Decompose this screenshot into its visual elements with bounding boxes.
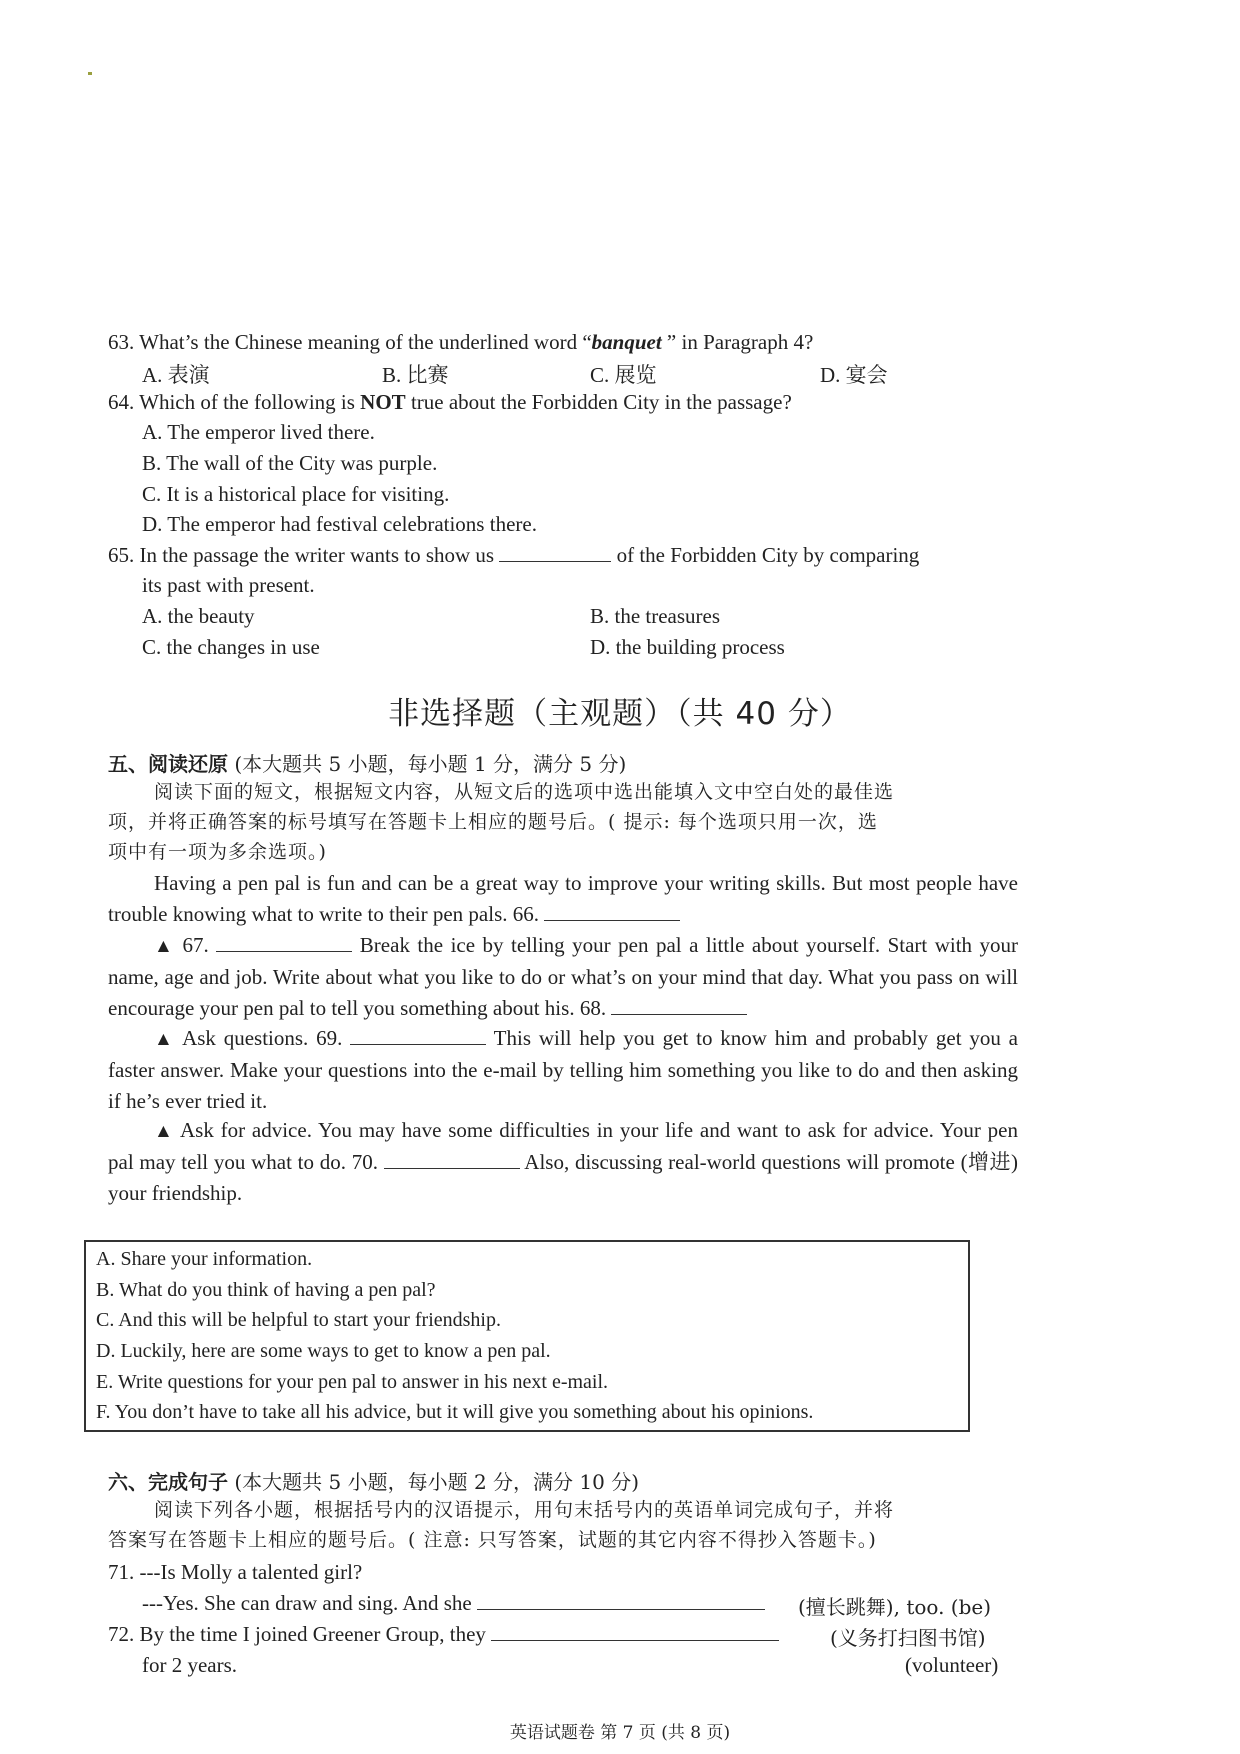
q63-option-d: D. 宴会 — [820, 363, 888, 387]
part-heading: 非选择题（主观题）（共 40 分） — [388, 696, 852, 732]
blank-67 — [216, 933, 352, 952]
q65-option-b: B. the treasures — [590, 604, 721, 628]
q64-option-b: B. The wall of the City was purple. — [142, 451, 438, 475]
q65-blank — [499, 543, 611, 562]
q72-hint: (义务打扫图书馆) — [830, 1626, 986, 1650]
triangle-icon: ▲ — [154, 1029, 176, 1050]
triangle-icon: ▲ — [154, 936, 176, 957]
q65-option-c: C. the changes in use — [142, 635, 320, 659]
option-a: A. Share your information. — [96, 1248, 313, 1270]
section5-title: 五、阅读还原 (本大题共 5 小题，每小题 1 分，满分 5 分) — [108, 752, 627, 776]
passage-paragraph-3: ▲ Ask questions. 69. This will help you get to know him and probably get you a faster answer. Make your questions into the e-mail by telling him something you like to do and then asking if he’s ever tried it. — [108, 1026, 1018, 1113]
q63-stem: 63. What’s the Chinese meaning of the underlined word “banquet ” in Paragraph 4? — [108, 330, 814, 354]
q72-word: (volunteer) — [905, 1653, 999, 1677]
option-b: B. What do you think of having a pen pal? — [96, 1279, 436, 1301]
q64-option-a: A. The emperor lived there. — [142, 420, 375, 444]
q65-option-a: A. the beauty — [142, 604, 255, 628]
section5-instructions-2: 项，并将正确答案的标号填写在答题卡上相应的题号后。( 提示: 每个选项只用一次，选 — [108, 811, 878, 833]
q65-option-d: D. the building process — [590, 635, 785, 659]
q64-stem: 64. Which of the following is NOT true about the Forbidden City in the passage? — [108, 390, 792, 414]
q72-line2: for 2 years. — [142, 1653, 238, 1677]
option-f: F. You don’t have to take all his advice, but it will give you something about his opinions. — [96, 1401, 814, 1423]
passage-paragraph-4: ▲ Ask for advice. You may have some difficulties in your life and want to ask for advice. Your pen pal may tell you what to do. 70. Also, discussing real-world questions will promote (增进) your friendship. — [108, 1118, 1019, 1205]
page-footer: 英语试题卷 第 7 页 (共 8 页) — [509, 1723, 731, 1743]
q63-word: banquet — [591, 330, 662, 354]
passage-paragraph-2: ▲ 67. Break the ice by telling your pen pal a little about yourself. Start with your name, age and job. Write about what you like to do or what’s on your mind that day. What you pass on will encourage your pen pal to tell you something about his. 68. — [108, 933, 1019, 1020]
option-c: C. And this will be helpful to start your friendship. — [96, 1309, 501, 1331]
passage-paragraph-1: Having a pen pal is fun and can be a great way to improve your writing skills. But most people have trouble knowing what to write to their pen pals. 66. — [108, 871, 1018, 926]
scan-speck — [88, 72, 92, 75]
q71-line1: 71. ---Is Molly a talented girl? — [108, 1560, 363, 1584]
section6-instructions: 阅读下列各小题，根据括号内的汉语提示，用句末括号内的英语单词完成句子，并将 — [154, 1499, 895, 1521]
q63-option-c: C. 展览 — [590, 363, 657, 387]
section6-title: 六、完成句子 (本大题共 5 小题，每小题 2 分，满分 10 分) — [108, 1470, 640, 1494]
blank-71 — [477, 1591, 765, 1610]
blank-70 — [384, 1150, 520, 1169]
section5-instructions: 阅读下面的短文，根据短文内容，从短文后的选项中选出能填入文中空白处的最佳选 — [154, 781, 895, 803]
option-d: D. Luckily, here are some ways to get to know a pen pal. — [96, 1340, 551, 1362]
triangle-icon: ▲ — [154, 1121, 175, 1142]
q71-hint: (擅长跳舞), too. (be) — [798, 1595, 992, 1619]
blank-66 — [544, 902, 680, 921]
blank-69 — [350, 1026, 486, 1045]
options-box — [84, 1240, 970, 1432]
section5-instructions-3: 项中有一项为多余选项。) — [108, 841, 327, 863]
option-e: E. Write questions for your pen pal to answer in his next e-mail. — [96, 1371, 609, 1393]
q71-line2: ---Yes. She can draw and sing. And she — [142, 1591, 765, 1616]
q63-option-b: B. 比赛 — [382, 363, 449, 387]
blank-68 — [611, 996, 747, 1015]
q65-stem: 65. In the passage the writer wants to show us of the Forbidden City by comparing — [108, 543, 920, 567]
q63-option-a: A. 表演 — [142, 363, 210, 387]
q72-line1: 72. By the time I joined Greener Group, they — [108, 1622, 779, 1647]
q65-stem-line2: its past with present. — [142, 573, 315, 597]
q64-option-d: D. The emperor had festival celebrations there. — [142, 512, 537, 536]
blank-72 — [491, 1622, 779, 1641]
section6-instructions-2: 答案写在答题卡上相应的题号后。( 注意: 只写答案，试题的其它内容不得抄入答题卡。) — [108, 1529, 877, 1551]
q64-option-c: C. It is a historical place for visiting. — [142, 482, 450, 506]
